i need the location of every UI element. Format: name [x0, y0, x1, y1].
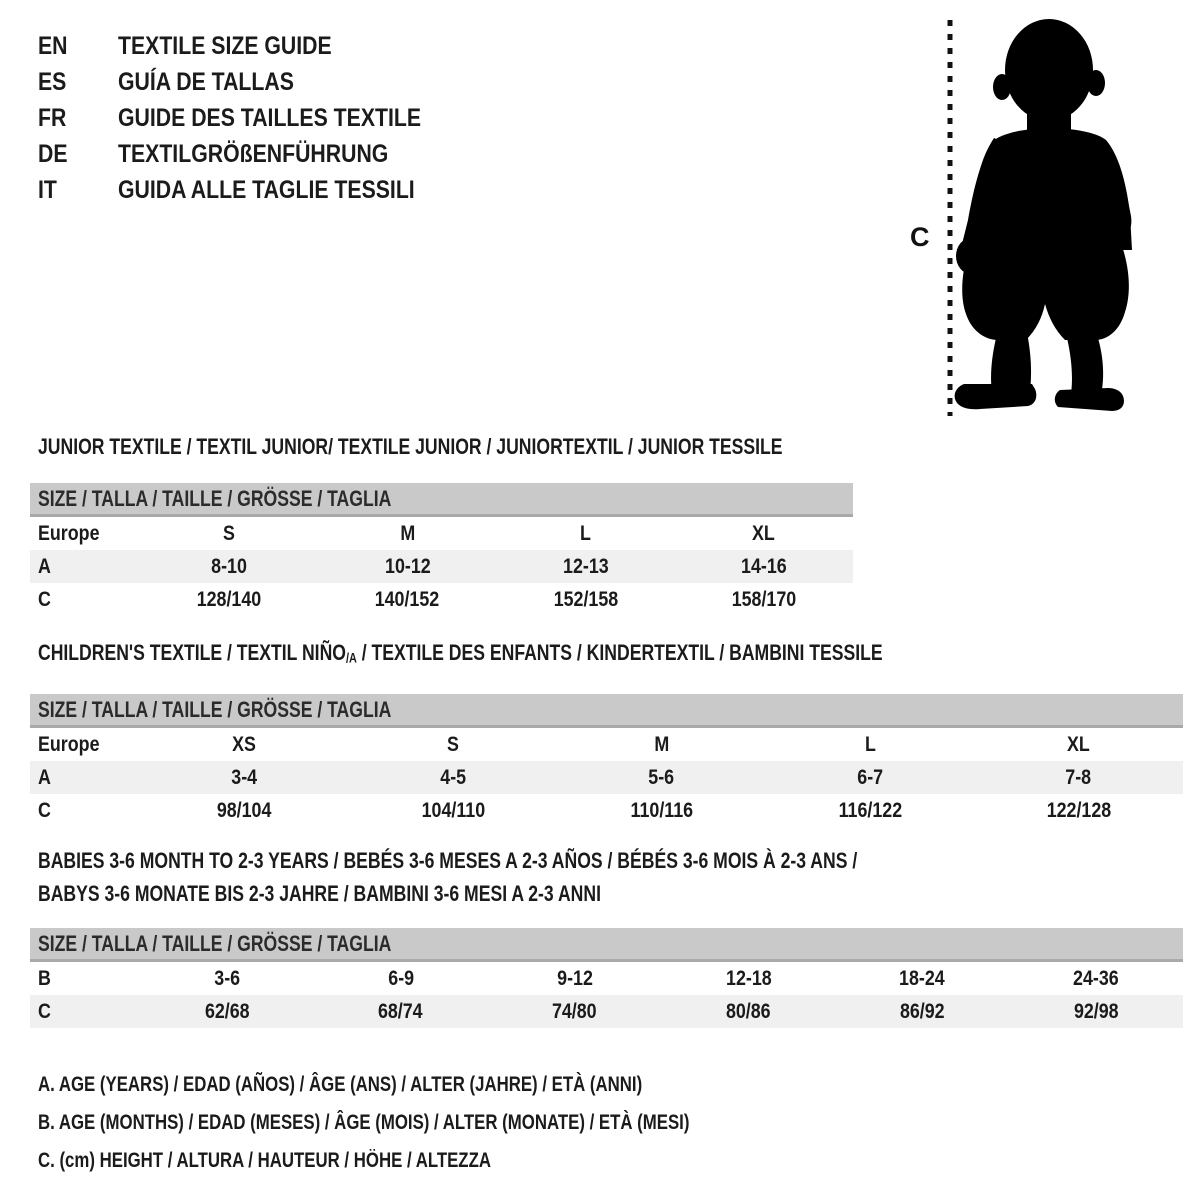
legend: [38, 1066, 852, 1180]
language-code: FR: [38, 103, 67, 132]
size-table-header: [30, 928, 1183, 962]
height-cell: 62/68: [204, 999, 250, 1023]
row-label: A: [38, 554, 51, 578]
language-row-fr: [38, 100, 475, 136]
language-code: IT: [38, 175, 57, 204]
table-row-height: [30, 583, 853, 616]
language-title: TEXTILE SIZE GUIDE: [118, 31, 332, 60]
height-cell: 86/92: [899, 999, 945, 1023]
size-table-header: [30, 694, 1183, 728]
language-code: ES: [38, 67, 67, 96]
height-cell: 116/122: [838, 798, 902, 822]
row-label: A: [38, 765, 51, 789]
height-cell: 92/98: [1073, 999, 1119, 1023]
age-cell: 5-6: [648, 765, 675, 789]
height-cell: 74/80: [552, 999, 597, 1023]
age-cell: 12-13: [562, 554, 609, 578]
size-cell: S: [223, 521, 236, 545]
section-title-junior: JUNIOR TEXTILE / TEXTIL JUNIOR/ TEXTILE JUNIOR / JUNIORTEXTIL / JUNIOR TESSILE: [38, 434, 783, 459]
toddler-figure: [898, 0, 1198, 430]
language-code: DE: [38, 139, 68, 168]
height-cell: 68/74: [378, 999, 424, 1023]
nino-a-subscript: /A: [345, 650, 357, 666]
legend-line-a: A. AGE (YEARS) / EDAD (AÑOS) / ÂGE (ANS) / ALTER (JAHRE) / ETÀ (ANNI): [38, 1073, 643, 1096]
age-cell: 18-24: [899, 966, 946, 990]
language-list: [38, 28, 475, 208]
size-table-children: [30, 694, 1183, 827]
table-row-europe: [30, 728, 1183, 761]
age-cell: 4-5: [439, 765, 466, 789]
age-cell: 6-9: [387, 966, 414, 990]
size-table-header-label: SIZE / TALLA / TAILLE / GRÖSSE / TAGLIA: [38, 485, 392, 511]
height-cell: 80/86: [726, 999, 771, 1023]
row-label: Europe: [38, 732, 100, 756]
height-cell: 122/128: [1046, 798, 1111, 822]
size-cell: M: [654, 732, 669, 756]
section-title-children: CHILDREN'S TEXTILE / TEXTIL NIÑO/A / TEXTILE DES ENFANTS / KINDERTEXTIL / BAMBINI TESSILE: [38, 640, 883, 666]
toddler-silhouette: [955, 19, 1132, 411]
language-code: EN: [38, 31, 68, 60]
table-row-height: [30, 794, 1183, 827]
height-measure-label: C: [910, 222, 930, 252]
table-row-height: [30, 995, 1183, 1028]
row-label: C: [38, 587, 51, 611]
size-table-junior: [30, 483, 853, 616]
height-cell: 152/158: [553, 587, 618, 611]
language-title: GUIDA ALLE TAGLIE TESSILI: [118, 175, 415, 204]
size-cell: XS: [232, 732, 257, 756]
size-cell: M: [399, 521, 415, 545]
table-row-europe: [30, 517, 853, 550]
size-cell: XL: [752, 521, 776, 545]
height-cell: 140/152: [375, 587, 440, 611]
age-cell: 24-36: [1073, 966, 1119, 990]
row-label: B: [38, 966, 51, 990]
row-label: C: [38, 999, 51, 1023]
language-row-es: [38, 64, 475, 100]
age-cell: 9-12: [556, 966, 593, 990]
age-cell: 7-8: [1065, 765, 1092, 789]
height-cell: 128/140: [196, 587, 262, 611]
age-cell: 12-18: [725, 966, 772, 990]
table-row-age: [30, 761, 1183, 794]
table-row-age: [30, 550, 853, 583]
table-row-age-months: [30, 962, 1183, 995]
height-cell: 104/110: [421, 798, 485, 822]
language-row-en: [38, 28, 475, 64]
size-cell: XL: [1067, 732, 1091, 756]
size-table-babies: [30, 928, 1183, 1028]
age-cell: 3-6: [214, 966, 240, 990]
language-row-de: [38, 136, 475, 172]
row-label: C: [38, 798, 51, 822]
language-row-it: [38, 172, 475, 208]
height-cell: 158/170: [731, 587, 797, 611]
age-cell: 3-4: [231, 765, 258, 789]
size-table-header-label: SIZE / TALLA / TAILLE / GRÖSSE / TAGLIA: [38, 696, 392, 722]
language-title: GUÍA DE TALLAS: [118, 67, 294, 96]
age-cell: 8-10: [211, 554, 247, 578]
size-cell: L: [580, 521, 592, 545]
section-title-babies: BABIES 3-6 MONTH TO 2-3 YEARS / BEBÉS 3-6 MESES A 2-3 AÑOS / BÉBÉS 3-6 MOIS À 2-3 ANS / BABYS 3-6 MONATE BIS 2-3 JAHRE / BAMBINI 3-6 MESI A 2-3 ANNI: [38, 848, 858, 906]
size-cell: L: [864, 732, 876, 756]
size-table-header-label: SIZE / TALLA / TAILLE / GRÖSSE / TAGLIA: [38, 930, 392, 956]
height-cell: 110/116: [630, 798, 693, 822]
height-cell: 98/104: [216, 798, 272, 822]
language-title: TEXTILGRÖßENFÜHRUNG: [118, 139, 389, 168]
size-table-header: [30, 483, 853, 517]
size-cell: S: [446, 732, 459, 756]
language-title: GUIDE DES TAILLES TEXTILE: [118, 103, 422, 132]
age-cell: 10-12: [384, 554, 431, 578]
legend-line-c: C. (cm) HEIGHT / ALTURA / HAUTEUR / HÖHE / ALTEZZA: [38, 1149, 491, 1172]
row-label: Europe: [38, 521, 100, 545]
age-cell: 6-7: [857, 765, 883, 789]
legend-line-b: B. AGE (MONTHS) / EDAD (MESES) / ÂGE (MOIS) / ALTER (MONATE) / ETÀ (MESI): [38, 1111, 690, 1134]
age-cell: 14-16: [741, 554, 787, 578]
